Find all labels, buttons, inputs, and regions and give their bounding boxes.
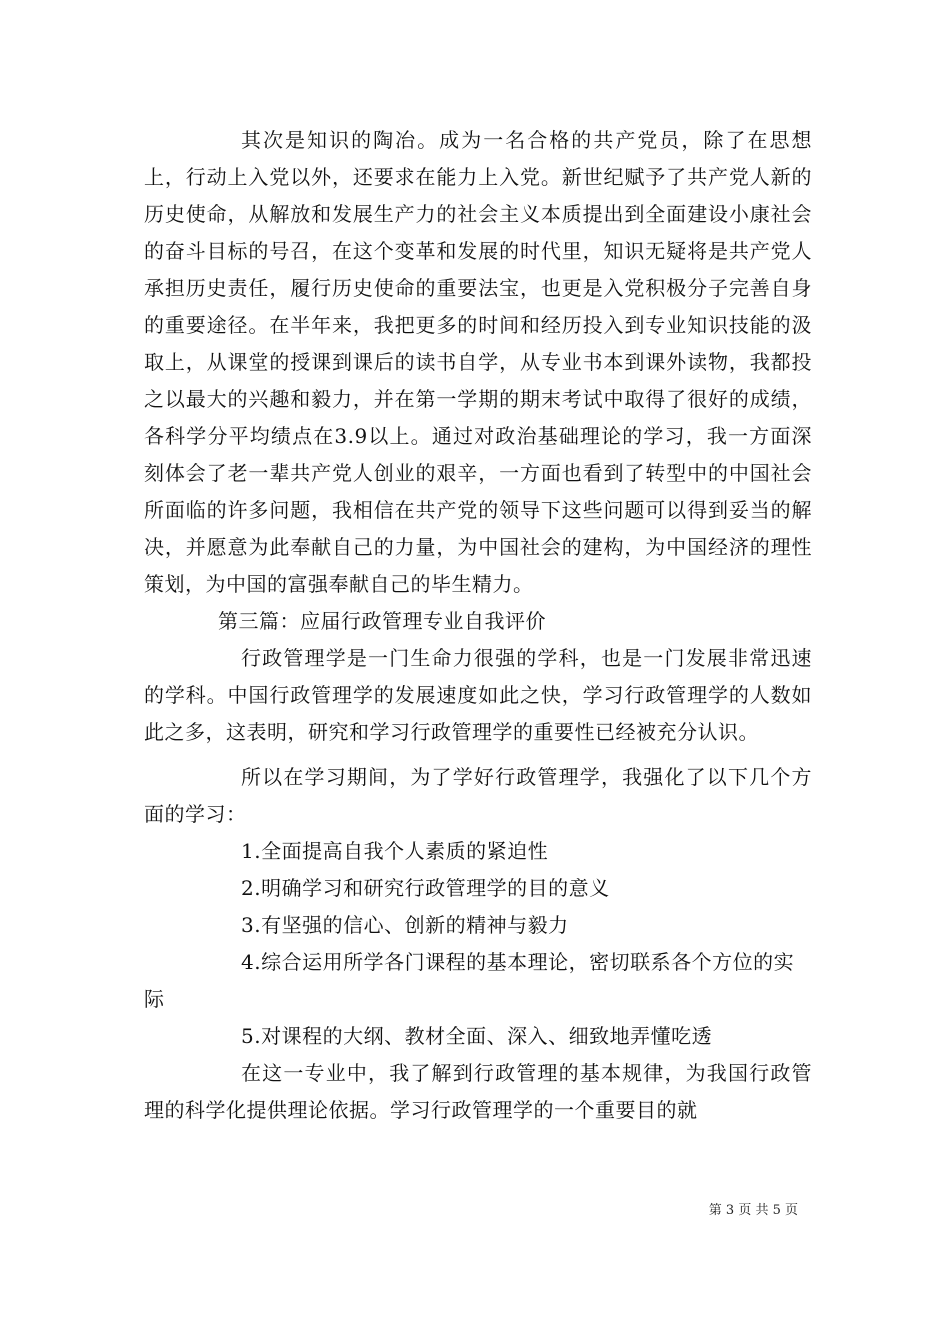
paragraph-intro: 行政管理学是一门生命力很强的学科，也是一门发展非常迅速的学科。中国行政管理学的发展速度如此之快，学习行政管理学的人数如此之多，这表明，研究和学习行政管理学的重要性已经被充分认识。: [144, 646, 812, 744]
section-heading: 第三篇：应届行政管理专业自我评价: [218, 609, 546, 633]
document-body: [144, 122, 812, 1129]
list-item-1: 1.全面提高自我个人素质的紧迫性: [241, 839, 549, 863]
paragraph-study-focus: 所以在学习期间，为了学好行政管理学，我强化了以下几个方面的学习：: [144, 765, 812, 826]
paragraph-knowledge: 其次是知识的陶冶。成为一名合格的共产党员，除了在思想上，行动上入党以外，还要求在能力上入党。新世纪赋予了共产党人新的历史使命，从解放和发展生产力的社会主义本质提出到全面建设小康社会的奋斗目标的号召，在这个变革和发展的时代里，知识无疑将是共产党人承担历史责任，履行历史使命的重要法宝，也更是入党积极分子完善自身的重要途径。在半年来，我把更多的时间和经历投入到专业知识技能的汲取上，从课堂的授课到课后的读书自学，从专业书本到课外读物，我都投之以最大的兴趣和毅力，并在第一学期的期末考试中取得了很好的成绩，各科学分平均绩点在3.9以上。通过对政治基础理论的学习，我一方面深刻体会了老一辈共产党人创业的艰辛，一方面也看到了转型中的中国社会所面临的许多问题，我相信在共产党的领导下这些问题可以得到妥当的解决，并愿意为此奉献自己的力量，为中国社会的建构，为中国经济的理性策划，为中国的富强奉献自己的毕生精力。: [144, 128, 812, 596]
list-item-5: 5.对课程的大纲、教材全面、深入、细致地弄懂吃透: [241, 1024, 713, 1048]
list-item-3: 3.有坚强的信心、创新的精神与毅力: [241, 913, 569, 937]
list-item-4: 4.综合运用所学各门课程的基本理论，密切联系各个方位的实际: [144, 950, 795, 1011]
paragraph-conclusion: 在这一专业中，我了解到行政管理的基本规律，为我国行政管理的科学化提供理论依据。学习行政管理学的一个重要目的就: [144, 1061, 812, 1122]
page-number-footer: 第 3 页 共 5 页: [708, 1203, 798, 1218]
list-item-2: 2.明确学习和研究行政管理学的目的意义: [241, 876, 610, 900]
